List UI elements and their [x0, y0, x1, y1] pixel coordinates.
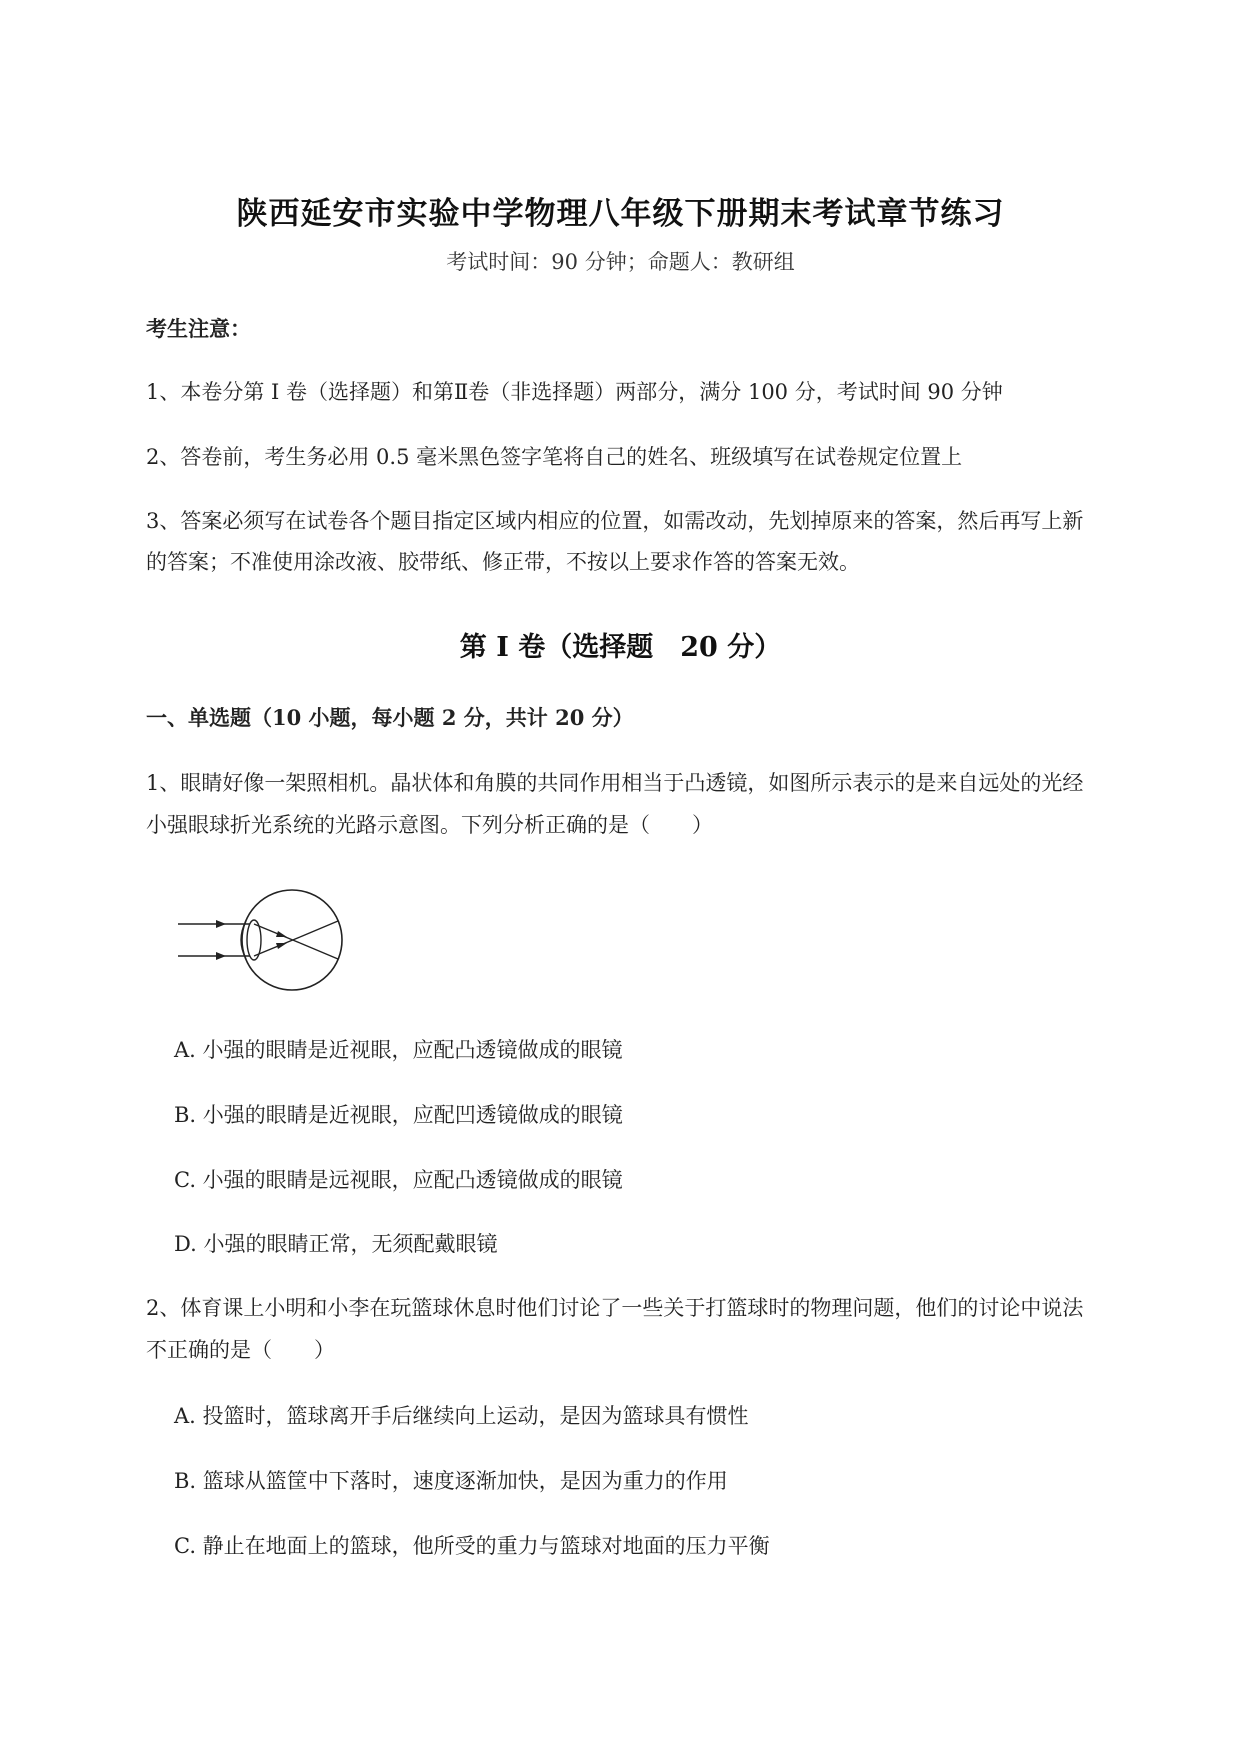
eye-ray-diagram — [170, 885, 370, 995]
inner-arrow-top — [276, 931, 287, 937]
diverging-ray-bottom — [300, 921, 338, 937]
question-2-stem-line-2: 不正确的是（ ） — [146, 1338, 335, 1362]
notice-item-3: 3、答案必须写在试卷各个题目指定区域内相应的位置，如需改动，先划掉原来的答案，然后再写上新 — [146, 509, 1084, 533]
diverging-ray-top — [300, 943, 338, 959]
section-title: 第 I 卷（选择题 20 分） — [459, 632, 782, 663]
question-2-option-b: B. 篮球从篮筐中下落时，速度逐渐加快，是因为重力的作用 — [174, 1469, 728, 1493]
question-1-option-b: B. 小强的眼睛是近视眼，应配凹透镜做成的眼镜 — [174, 1103, 623, 1127]
question-2-stem-line-1: 2、体育课上小明和小李在玩篮球休息时他们讨论了一些关于打篮球时的物理问题，他们的讨论中说法 — [146, 1296, 1084, 1320]
notice-item-3-cont: 的答案；不准使用涂改液、胶带纸、修正带，不按以上要求作答的答案无效。 — [146, 550, 860, 574]
question-1-option-d: D. 小强的眼睛正常，无须配戴眼镜 — [174, 1232, 498, 1256]
page-title: 陕西延安市实验中学物理八年级下册期末考试章节练习 — [236, 196, 1005, 232]
question-1-stem-line-2: 小强眼球折光系统的光路示意图。下列分析正确的是（ ） — [146, 813, 713, 837]
question-1-stem-line-1: 1、眼睛好像一架照相机。晶状体和角膜的共同作用相当于凸透镜，如图所示表示的是来自远处的光经 — [146, 771, 1084, 795]
notice-item-1: 1、本卷分第 I 卷（选择题）和第Ⅱ卷（非选择题）两部分，满分 100 分，考试时间 90 分钟 — [146, 380, 1003, 404]
question-1-option-c: C. 小强的眼睛是远视眼，应配凸透镜做成的眼镜 — [174, 1168, 623, 1192]
exam-subtitle: 考试时间：90 分钟；命题人：教研组 — [446, 250, 795, 274]
question-2-option-a: A. 投篮时，篮球离开手后继续向上运动，是因为篮球具有惯性 — [174, 1404, 749, 1428]
inner-arrow-bottom — [276, 943, 287, 949]
question-1-option-a: A. 小强的眼睛是近视眼，应配凸透镜做成的眼镜 — [174, 1038, 623, 1062]
notice-item-2: 2、答卷前，考生务必用 0.5 毫米黑色签字笔将自己的姓名、班级填写在试卷规定位置上 — [146, 445, 963, 469]
part-heading: 一、单选题（10 小题，每小题 2 分，共计 20 分） — [146, 705, 634, 730]
ray-arrow-top — [216, 920, 226, 928]
question-2-option-c: C. 静止在地面上的篮球，他所受的重力与篮球对地面的压力平衡 — [174, 1534, 770, 1558]
ray-arrow-bottom — [216, 952, 226, 960]
notice-heading: 考生注意： — [146, 316, 251, 341]
